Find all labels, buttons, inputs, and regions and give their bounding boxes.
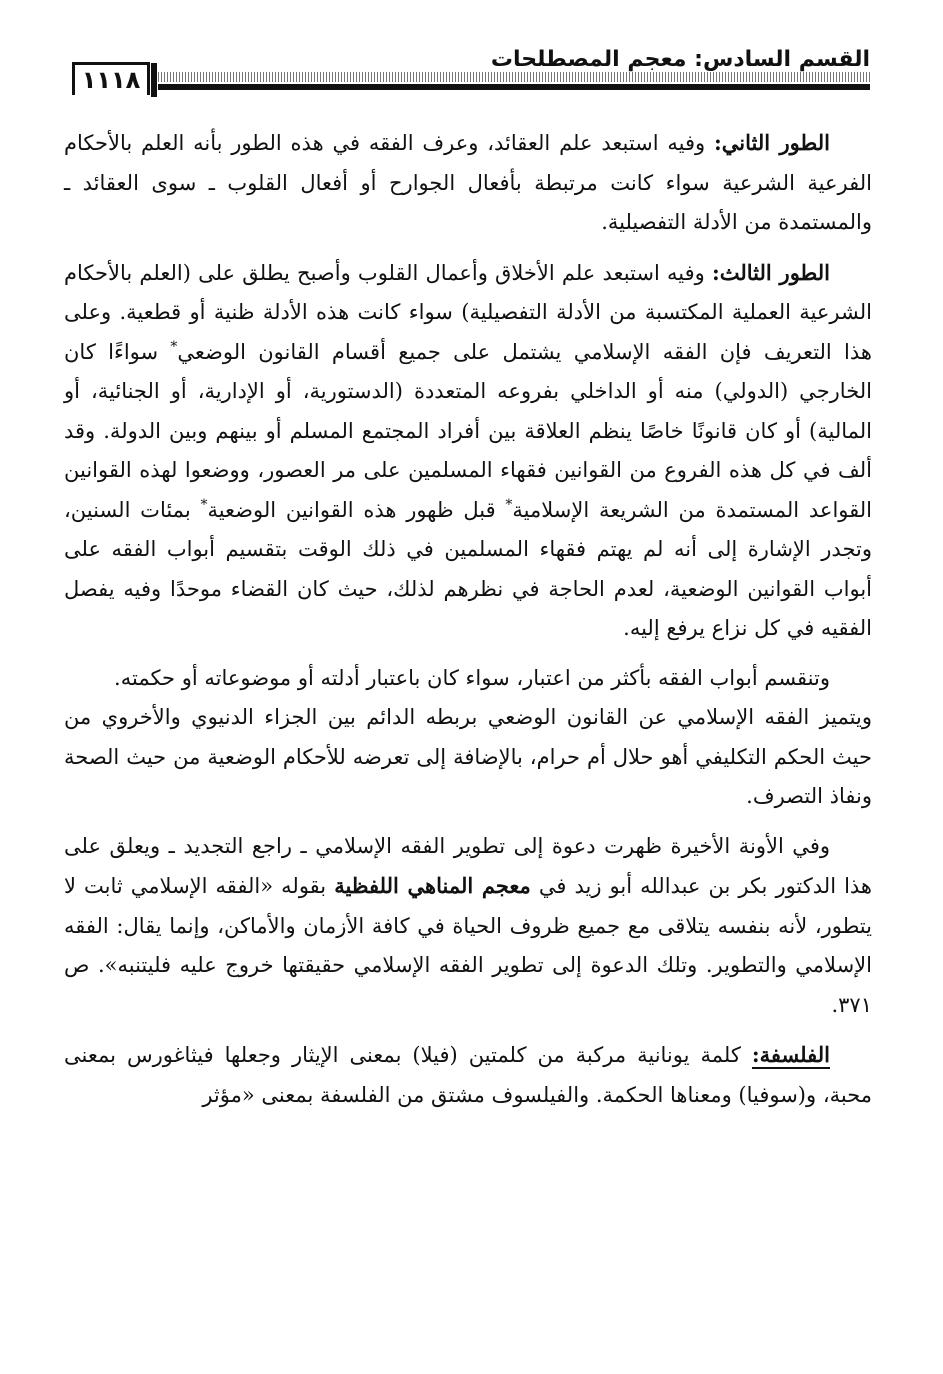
paragraph-text: بمئات السنين، وتجدر الإشارة إلى أنه لم يهتم فقهاء المسلمين في ذلك الوقت بتقسيم أبواب الفقه على أبواب القوانين الوضعية، لعدم الحاجة في نظرهم لذلك، حيث كان القضاء موحدًا وفيه يفصل الفقيه في كل نزاع يرفع إليه. <box>64 497 873 640</box>
paragraph-text: بقوله «الفقه الإسلامي ثابت لا يتطور، لأنه بنفسه يتلاقى مع جميع ظروف الحياة في كافة الأزمان والأماكن، وإنما يقال: الفقه الإسلامي والتطوير. وتلك الدعوة إلى تطوير الفقه الإسلامي حقيقتها خروج عليه فليتنبه». ص ٣٧١. <box>64 874 872 1017</box>
paragraph-divisions <box>64 659 872 817</box>
paragraph-philosophy <box>64 1035 872 1115</box>
paragraph-text: كلمة يونانية مركبة من كلمتين (فيلا) بمعنى الإيثار وجعلها فيثاغورس بمعنى محبة، و(سوفيا) ومعناها الحكمة. والفيلسوف مشتق من الفلسفة بمعنى «مؤثر <box>64 1043 872 1107</box>
paragraph-development-call <box>64 827 872 1026</box>
paragraph-second-stage <box>64 123 872 243</box>
cross-reference-star: * <box>505 496 513 513</box>
paragraph-text: وتنقسم أبواب الفقه بأكثر من اعتبار، سواء كان باعتبار أدلته أو موضوعاته أو حكمته. <box>114 665 830 690</box>
paragraph-text: وفيه استبعد علم الأخلاق وأعمال القلوب وأصبح يطلق على (العلم بالأحكام الشرعية العملية المكتسبة من الأدلة التفصيلية) سواء كانت هذه الأدلة ظنية أو قطعية. وعلى هذا التعريف فإن الفقه الإسلامي يشتمل على جميع أقسام القانون الوضعي <box>64 260 872 364</box>
cross-reference-star: * <box>200 496 208 513</box>
section-title: القسم السادس: معجم المصطلحات <box>490 47 870 72</box>
paragraph-text: وفي الأونة الأخيرة ظهرت دعوة إلى تطوير الفقه الإسلامي ـ راجع التجديد ـ ويعلق على هذا الدكتور بكر بن عبدالله أبو زيد في <box>64 833 873 898</box>
paragraph-text: سواءًا كان الخارجي (الدولي) منه أو الداخلي بفروعه المتعددة (الدستورية، أو الإدارية، أو الجنائية، أو المالية) أو كان قانونًا خاصًا ينظم العلاقة بين أفراد المجتمع المسلم أو بينهم وبين الدولة. وقد ألف في كل هذه الفروع من القوانين فقهاء المسلمين على مر العصور، ووضعوا لهذه القوانين القواعد المستمدة من الشريعة الإسلامية <box>64 339 872 522</box>
page-body <box>64 123 872 1125</box>
term-third-stage: الطور الثالث: <box>711 259 831 285</box>
term-philosophy: الفلسفة: <box>751 1042 830 1067</box>
cross-reference-star: * <box>170 338 178 355</box>
paragraph-text: قبل ظهور هذه القوانين الوضعية <box>207 497 506 522</box>
term-second-stage: الطور الثاني: <box>714 130 830 155</box>
paragraph-text: وفيه استبعد علم العقائد، وعرف الفقه في هذه الطور بأنه العلم بالأحكام الفرعية الشرعية سواء كانت مرتبطة بأفعال الجوارح أو أفعال القلوب ـ سوى العقائد ـ والمستمدة من الأدلة التفصيلية. <box>64 131 872 234</box>
paragraph-third-stage <box>64 253 872 649</box>
paragraph-text: ويتميز الفقه الإسلامي عن القانون الوضعي بربطه الدائم بين الجزاء الدنيوي والأخروي من حيث الحكم التكليفي أهو حلال أم حرام، بالإضافة إلى تعرضه للأحكام الوضعية من حيث الصحة ونفاذ التصرف. <box>64 705 872 808</box>
book-reference: معجم المناهي اللفظية <box>334 873 531 898</box>
page-number: ١١١٨ <box>72 62 150 95</box>
header-rule-pattern <box>158 72 870 82</box>
page-header <box>66 40 870 96</box>
header-rule <box>158 84 870 90</box>
